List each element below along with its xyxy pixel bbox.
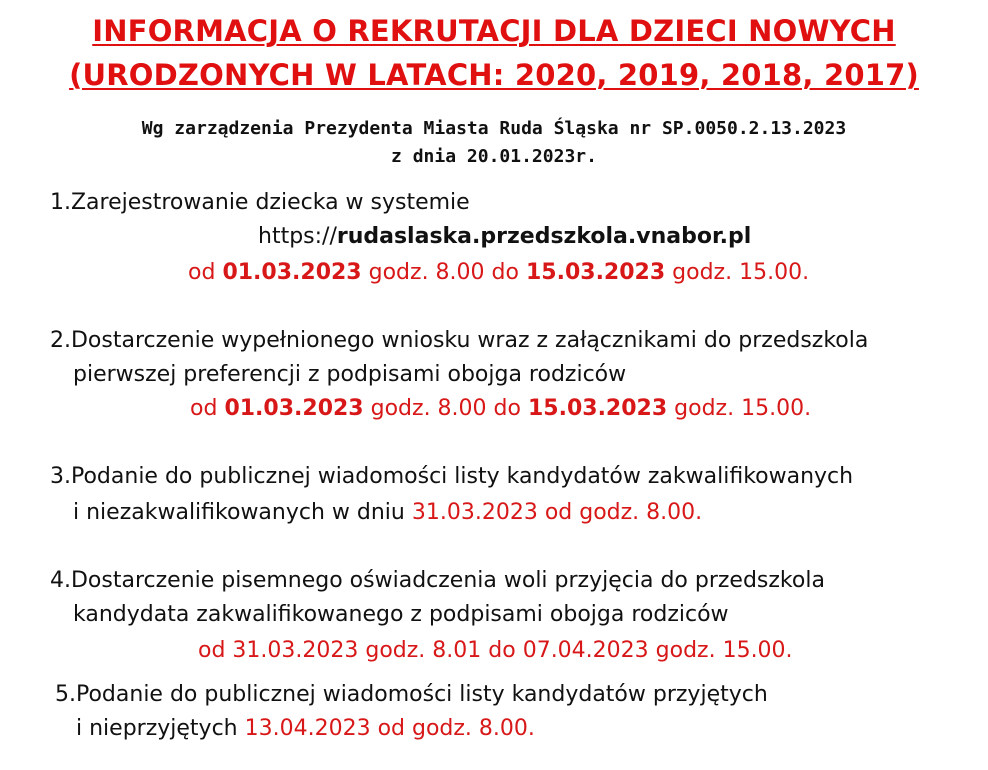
- item-3-line-2: [73, 500, 702, 525]
- item-4-line-1: 4.Dostarczenie pisemnego oświadczenia woli przyjęcia do przedszkola: [50, 568, 825, 593]
- title-line-1: INFORMACJA O REKRUTACJI DLA DZIECI NOWYCH: [92, 14, 896, 48]
- item-5-line-2-text: i nieprzyjętych: [76, 716, 238, 741]
- item-1-date-range: [188, 260, 809, 285]
- item-1-url-domain: rudaslaska.przedszkola.vnabor.pl: [336, 224, 752, 249]
- item-2-to-date: 15.03.2023: [527, 396, 668, 421]
- item-1-line-1: 1.Zarejestrowanie dziecka w systemie: [50, 190, 470, 215]
- subtitle-date: z dnia 20.01.2023r.: [391, 146, 597, 167]
- item-1-from-time: godz. 8.00: [368, 260, 485, 285]
- item-3-line-2-text: i niezakwalifikowanych w dniu: [73, 500, 405, 525]
- item-1-url-prefix: https://: [258, 224, 337, 249]
- item-1-from-date: 01.03.2023: [222, 260, 362, 285]
- item-5-line-1: 5.Podanie do publicznej wiadomości listy kandydatów przyjętych: [55, 682, 768, 707]
- item-4-date-range: od 31.03.2023 godz. 8.01 do 07.04.2023 godz. 15.00.: [198, 638, 793, 663]
- item-1-to-time: godz. 15.00.: [672, 260, 810, 285]
- item-2-line-1: 2.Dostarczenie wypełnionego wniosku wraz z załącznikami do przedszkola: [50, 328, 869, 353]
- item-3-date: 31.03.2023 od godz. 8.00.: [411, 500, 703, 525]
- item-1-url: [258, 224, 751, 249]
- title-line-2: (URODZONYCH W LATACH: 2020, 2019, 2018, 2017): [69, 58, 919, 92]
- item-2-from-time: godz. 8.00: [370, 396, 487, 421]
- item-2-to-time: godz. 15.00.: [674, 396, 812, 421]
- item-2-date-range: [190, 396, 811, 421]
- item-5-line-2: [76, 716, 535, 741]
- subtitle-regulation: Wg zarządzenia Prezydenta Miasta Ruda Śląska nr SP.0050.2.13.2023: [141, 118, 847, 139]
- item-2-line-2: pierwszej preferencji z podpisami obojga rodziców: [73, 362, 627, 387]
- item-1-do: do: [491, 260, 519, 285]
- item-2-do: do: [493, 396, 521, 421]
- item-2-from-date: 01.03.2023: [224, 396, 364, 421]
- item-2-od: od: [190, 396, 218, 421]
- item-5-date: 13.04.2023 od godz. 8.00.: [244, 716, 535, 741]
- item-4-line-2: kandydata zakwalifikowanego z podpisami obojga rodziców: [73, 602, 729, 627]
- item-3-line-1: 3.Podanie do publicznej wiadomości listy kandydatów zakwalifikowanych: [50, 464, 854, 489]
- item-1-od: od: [188, 260, 216, 285]
- item-1-to-date: 15.03.2023: [525, 260, 666, 285]
